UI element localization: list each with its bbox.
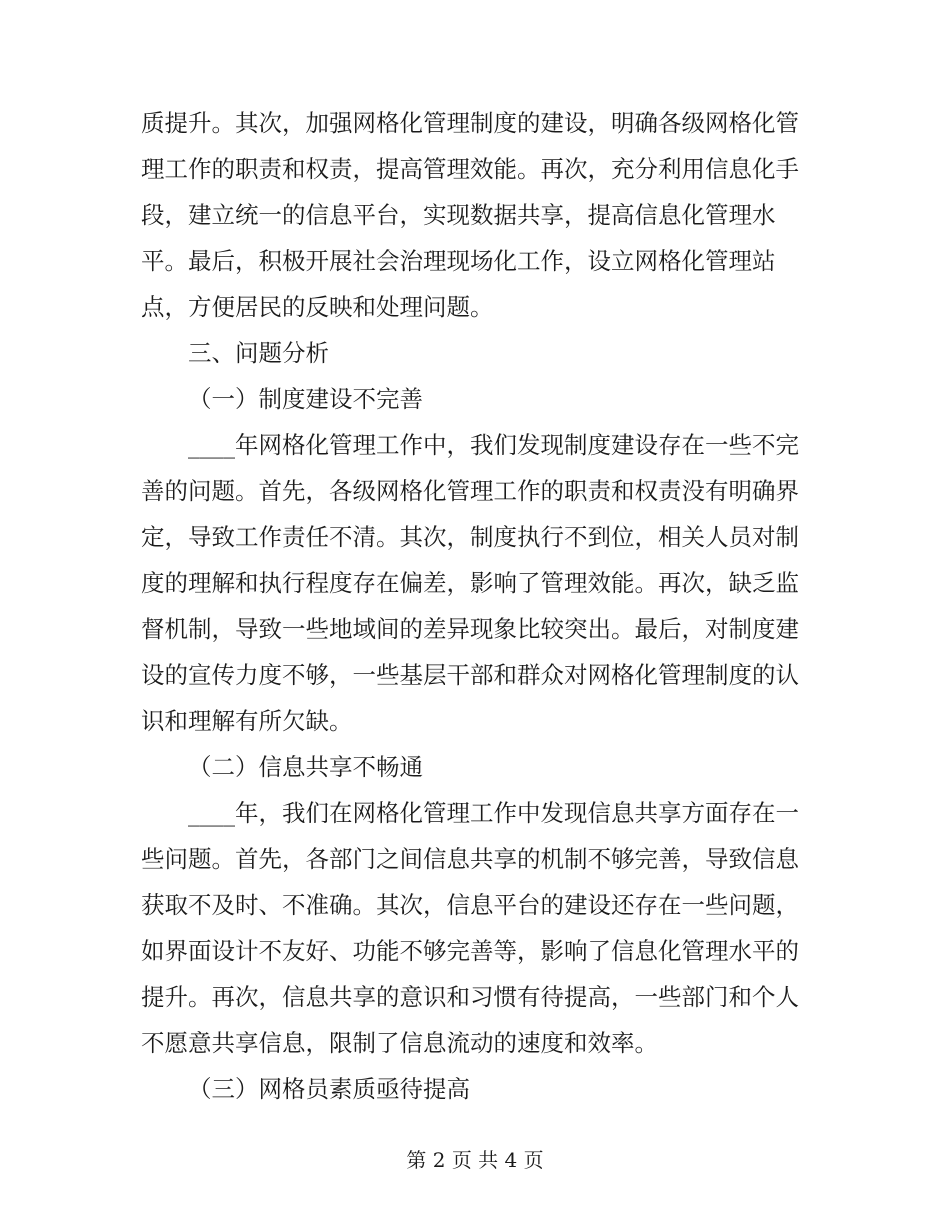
subsection-heading: （三）网格员素质亟待提高 <box>188 1075 470 1103</box>
text-line: 善的问题。首先，各级网格化管理工作的职责和权责没有明确界 <box>141 477 799 505</box>
text-line: 识和理解有所欠缺。 <box>141 707 353 735</box>
paragraph-first-line: ____年网格化管理工作中，我们发现制度建设存在一些不完 <box>188 431 799 459</box>
text-line: 设的宣传力度不够，一些基层干部和群众对网格化管理制度的认 <box>141 661 799 689</box>
document-body <box>141 100 801 1112</box>
text-line: 如界面设计不友好、功能不够完善等，影响了信息化管理水平的 <box>141 937 799 965</box>
text-line: 些问题。首先，各部门之间信息共享的机制不够完善，导致信息 <box>141 845 799 873</box>
text-line: 获取不及时、不准确。其次，信息平台的建设还存在一些问题， <box>141 891 799 919</box>
text-line: 点，方便居民的反映和处理问题。 <box>141 293 494 321</box>
page-footer: 第 2 页 共 4 页 <box>406 1148 544 1172</box>
text-line: 督机制，导致一些地域间的差异现象比较突出。最后，对制度建 <box>141 615 799 643</box>
text-line: 平。最后，积极开展社会治理现场化工作，设立网格化管理站 <box>141 247 776 275</box>
subsection-heading: （一）制度建设不完善 <box>188 385 423 413</box>
text-line: 理工作的职责和权责，提高管理效能。再次，充分利用信息化手 <box>141 155 799 183</box>
text-line: 度的理解和执行程度存在偏差，影响了管理效能。再次，缺乏监 <box>141 569 799 597</box>
subsection-heading: （二）信息共享不畅通 <box>188 753 423 781</box>
text-line: 不愿意共享信息，限制了信息流动的速度和效率。 <box>141 1029 658 1057</box>
text-line: 定，导致工作责任不清。其次，制度执行不到位，相关人员对制 <box>141 523 799 551</box>
text-line: 提升。再次，信息共享的意识和习惯有待提高，一些部门和个人 <box>141 983 799 1011</box>
text-line: 段，建立统一的信息平台，实现数据共享，提高信息化管理水 <box>141 201 776 229</box>
text-line: 质提升。其次，加强网格化管理制度的建设，明确各级网格化管 <box>141 109 799 137</box>
paragraph-first-line: ____年，我们在网格化管理工作中发现信息共享方面存在一 <box>188 799 799 827</box>
section-heading: 三、问题分析 <box>188 339 329 367</box>
